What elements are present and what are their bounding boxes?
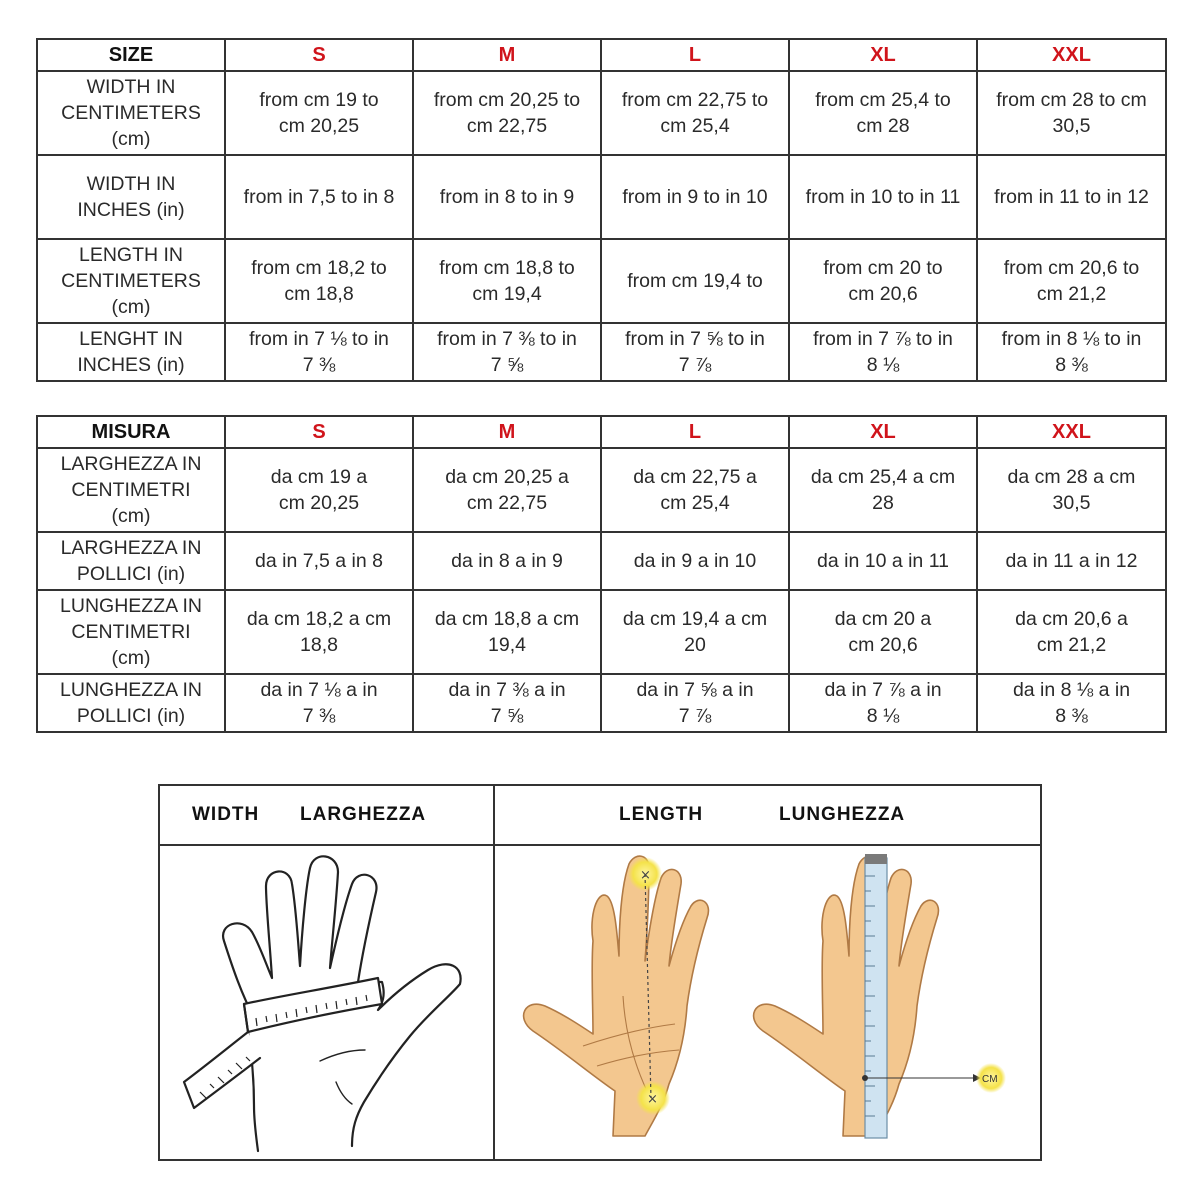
row-label	[37, 323, 225, 381]
size-header-label: SIZE	[37, 39, 225, 71]
cell-value: da cm 20 a cm 20,6	[834, 608, 932, 656]
size-header-l: L	[601, 416, 789, 448]
table-header-row	[37, 416, 1166, 448]
table-header-row	[37, 39, 1166, 71]
cell-value: da cm 22,75 a cm 25,4	[633, 466, 757, 514]
table-cell	[225, 532, 413, 590]
table-cell	[413, 590, 601, 674]
table-cell	[789, 532, 977, 590]
row-label-text: WIDTH IN CENTIMETERS (cm)	[61, 76, 201, 150]
cell-value: da in 7 ⅛ a in 7 ⅜	[260, 679, 378, 727]
cell-value: from cm 18,2 to cm 18,8	[251, 257, 387, 305]
cell-value: da in 9 a in 10	[633, 550, 757, 572]
table-cell	[789, 323, 977, 381]
cell-value: from in 9 to in 10	[622, 186, 768, 208]
width-panel-header	[160, 786, 493, 846]
cell-value: da in 7 ⅜ a in 7 ⅝	[448, 679, 566, 727]
cell-value: from cm 19 to cm 20,25	[259, 89, 379, 137]
cell-value: from in 10 to in 11	[805, 186, 961, 208]
size-header-xxl: XXL	[977, 39, 1166, 71]
table-cell	[789, 448, 977, 532]
length-title-it: LUNGHEZZA	[779, 804, 906, 825]
table-row	[37, 71, 1166, 155]
table-cell	[977, 239, 1166, 323]
width-title-en: WIDTH	[192, 804, 260, 825]
table-cell	[413, 239, 601, 323]
cell-value: da in 8 a in 9	[451, 550, 563, 572]
table-cell	[225, 590, 413, 674]
size-header-xl: XL	[789, 39, 977, 71]
row-label-text: LARGHEZZA IN CENTIMETRI (cm)	[60, 453, 202, 527]
table-row	[37, 323, 1166, 381]
svg-text:×: ×	[640, 868, 651, 883]
size-header-xxl: XXL	[977, 416, 1166, 448]
table-cell	[225, 71, 413, 155]
row-label	[37, 532, 225, 590]
cell-value: da cm 25,4 a cm 28	[810, 466, 956, 514]
size-header-m: M	[413, 39, 601, 71]
table-cell	[601, 532, 789, 590]
table-cell	[601, 448, 789, 532]
cell-value: from cm 20,6 to cm 21,2	[1003, 257, 1140, 305]
length-panel-header	[493, 786, 1040, 846]
table-cell	[601, 674, 789, 732]
table-cell	[601, 71, 789, 155]
table-row	[37, 674, 1166, 732]
table-row	[37, 532, 1166, 590]
table-cell	[789, 239, 977, 323]
cell-value: from in 11 to in 12	[994, 186, 1149, 208]
cell-value: from in 7,5 to in 8	[243, 186, 395, 208]
cell-value: da cm 18,8 a cm 19,4	[434, 608, 580, 656]
row-label	[37, 590, 225, 674]
cell-value: da in 11 a in 12	[1005, 550, 1138, 572]
cell-value: da in 7 ⅞ a in 8 ⅛	[824, 679, 942, 727]
cell-value: da cm 20,25 a cm 22,75	[445, 466, 569, 514]
size-table-english	[36, 38, 1167, 382]
size-header-m: M	[413, 416, 601, 448]
row-label	[37, 239, 225, 323]
measurement-diagram	[158, 784, 1042, 1161]
width-panel	[160, 786, 495, 1159]
table-cell	[789, 71, 977, 155]
row-label	[37, 155, 225, 239]
table-cell	[225, 155, 413, 239]
width-title-it: LARGHEZZA	[300, 804, 427, 825]
length-panel	[493, 786, 1040, 1159]
table-cell	[601, 323, 789, 381]
cell-value: da cm 19,4 a cm 20	[622, 608, 768, 656]
cell-value: da in 7,5 a in 8	[255, 550, 383, 572]
cell-value: da in 7 ⅝ a in 7 ⅞	[636, 679, 754, 727]
size-header-label: MISURA	[37, 416, 225, 448]
cell-value: from cm 19,4 to	[627, 270, 763, 292]
cell-value: from in 7 ⅛ to in 7 ⅜	[249, 328, 389, 376]
table-cell	[225, 674, 413, 732]
cell-value: da in 8 ⅛ a in 8 ⅜	[1012, 679, 1131, 727]
row-label-text: LENGTH IN CENTIMETERS (cm)	[61, 244, 201, 318]
table-row	[37, 239, 1166, 323]
table-cell	[413, 674, 601, 732]
table-cell	[601, 239, 789, 323]
table-cell	[413, 448, 601, 532]
cell-value: from cm 25,4 to cm 28	[815, 89, 951, 137]
size-header-s: S	[225, 39, 413, 71]
table-cell	[225, 323, 413, 381]
size-header-xl: XL	[789, 416, 977, 448]
cell-value: from in 8 to in 9	[439, 186, 575, 208]
table-row	[37, 155, 1166, 239]
size-header-l: L	[601, 39, 789, 71]
cell-value: da cm 20,6 a cm 21,2	[1015, 608, 1128, 656]
cell-value: from in 7 ⅝ to in 7 ⅞	[625, 328, 765, 376]
cell-value: from cm 20 to cm 20,6	[823, 257, 943, 305]
table-cell	[413, 532, 601, 590]
size-table-italian	[36, 415, 1167, 733]
table-cell	[789, 590, 977, 674]
table-cell	[413, 155, 601, 239]
row-label-text: LARGHEZZA IN POLLICI (in)	[60, 537, 202, 585]
row-label-text: WIDTH IN INCHES (in)	[77, 173, 185, 221]
cell-value: from cm 20,25 to cm 22,75	[433, 89, 581, 137]
cell-value: da in 10 a in 11	[817, 550, 949, 572]
cell-value: from cm 18,8 to cm 19,4	[439, 257, 575, 305]
row-label-text: LENGHT IN INCHES (in)	[77, 328, 185, 376]
table-cell	[977, 532, 1166, 590]
table-body	[37, 448, 1166, 732]
table-body	[37, 71, 1166, 381]
table-cell	[601, 590, 789, 674]
row-label	[37, 674, 225, 732]
table-row	[37, 448, 1166, 532]
table-cell	[225, 448, 413, 532]
table-cell	[225, 239, 413, 323]
table-cell	[977, 71, 1166, 155]
table-cell	[977, 590, 1166, 674]
table-cell	[977, 323, 1166, 381]
svg-text:×: ×	[647, 1092, 658, 1107]
table-cell	[977, 155, 1166, 239]
table-cell	[789, 674, 977, 732]
table-cell	[413, 323, 601, 381]
palm-with-ruler-icon	[493, 846, 1040, 1159]
cell-value: da cm 18,2 a cm 18,8	[246, 608, 392, 656]
cell-value: from cm 28 to cm 30,5	[996, 89, 1147, 137]
size-header-s: S	[225, 416, 413, 448]
row-label-text: LUNGHEZZA IN CENTIMETRI (cm)	[60, 595, 202, 669]
cell-value: from in 7 ⅜ to in 7 ⅝	[437, 328, 577, 376]
table-cell	[789, 155, 977, 239]
table-cell	[601, 155, 789, 239]
length-title-en: LENGTH	[619, 804, 704, 825]
table-cell	[977, 448, 1166, 532]
row-label	[37, 448, 225, 532]
cell-value: from cm 22,75 to cm 25,4	[621, 89, 769, 137]
cell-value: from in 7 ⅞ to in 8 ⅛	[813, 328, 953, 376]
cm-marker-label: CM	[982, 1074, 998, 1085]
cell-value: from in 8 ⅛ to in 8 ⅜	[1001, 328, 1142, 376]
hand-outline-with-measuring-tape-icon	[160, 846, 491, 1159]
cell-value: da cm 19 a cm 20,25	[270, 466, 368, 514]
row-label	[37, 71, 225, 155]
row-label-text: LUNGHEZZA IN POLLICI (in)	[60, 679, 202, 727]
table-cell	[977, 674, 1166, 732]
cell-value: da cm 28 a cm 30,5	[1007, 466, 1136, 514]
table-row	[37, 590, 1166, 674]
table-cell	[413, 71, 601, 155]
